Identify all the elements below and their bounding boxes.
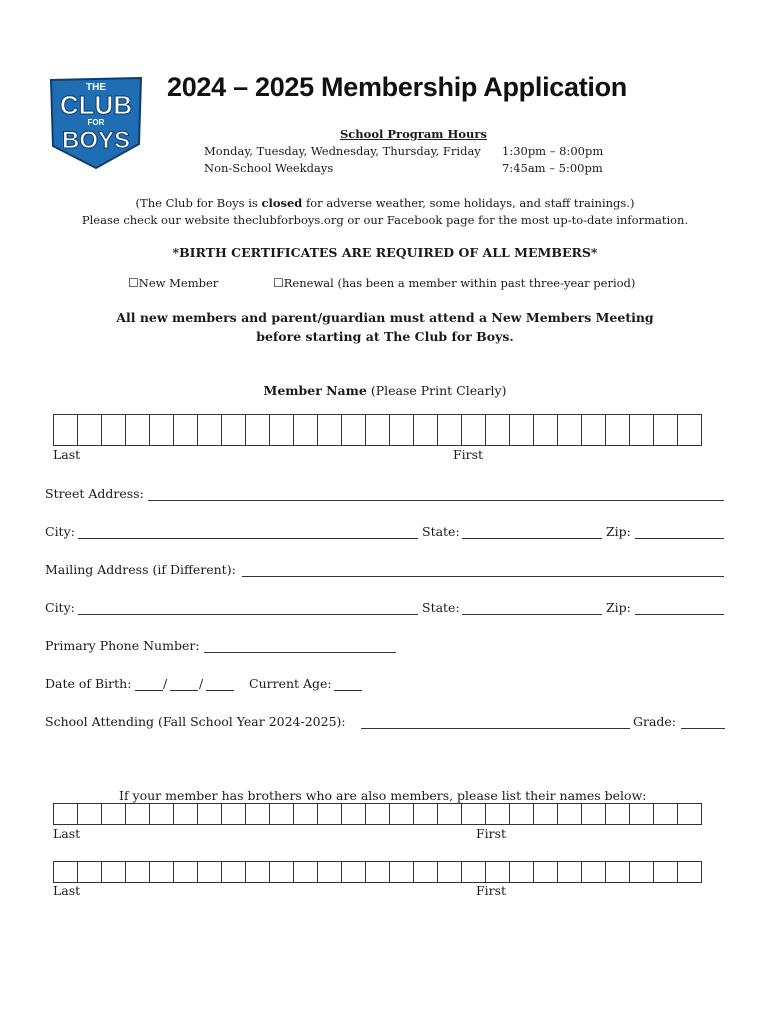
letter-box[interactable] — [510, 804, 534, 824]
letter-box[interactable] — [366, 804, 390, 824]
brother-2-first-label: First — [476, 883, 507, 898]
member-name-label — [0, 383, 770, 398]
letter-box[interactable] — [438, 415, 462, 445]
schedule-days-1: Monday, Tuesday, Wednesday, Thursday, Friday — [204, 144, 481, 158]
zip-label: Zip: — [606, 524, 631, 539]
letter-box[interactable] — [414, 804, 438, 824]
brothers-prompt: If your member has brothers who are also members, please list their names below: — [119, 788, 647, 803]
letter-box[interactable] — [150, 804, 174, 824]
city-input[interactable] — [78, 538, 418, 539]
letter-box[interactable] — [270, 415, 294, 445]
page-title: 2024 – 2025 Membership Application — [167, 72, 627, 102]
brother-2-last-label: Last — [53, 883, 81, 898]
new-member-checkbox[interactable]: ☐ — [128, 276, 139, 290]
letter-box[interactable] — [534, 862, 558, 882]
letter-box[interactable] — [294, 804, 318, 824]
letter-box[interactable] — [174, 804, 198, 824]
letter-box[interactable] — [318, 862, 342, 882]
city-label: City: — [45, 524, 75, 539]
letter-box[interactable] — [630, 415, 654, 445]
brother-1-last-label: Last — [53, 826, 81, 841]
brother-1-first-label: First — [476, 826, 507, 841]
letter-box[interactable] — [174, 862, 198, 882]
letter-box[interactable] — [270, 862, 294, 882]
letter-box[interactable] — [150, 862, 174, 882]
letter-box[interactable] — [486, 415, 510, 445]
mailing-address-label: Mailing Address (if Different): — [45, 562, 236, 577]
member-name-boxes[interactable] — [53, 414, 702, 446]
schedule-hours-2: 7:45am – 5:00pm — [502, 161, 603, 175]
website-notice: Please check our website theclubforboys.org or our Facebook page for the most up-to-date information. — [81, 213, 689, 227]
member-first-label: First — [453, 447, 484, 462]
letter-box[interactable] — [222, 862, 246, 882]
current-age-label: Current Age: — [249, 676, 332, 691]
letter-box[interactable] — [126, 415, 150, 445]
letter-box[interactable] — [198, 862, 222, 882]
member-name-label-bold: Member Name — [263, 383, 367, 398]
meeting-notice-line1: All new members and parent/guardian must attend a New Members Meeting — [116, 310, 654, 325]
letter-box[interactable] — [678, 804, 702, 824]
dob-year-input[interactable] — [206, 690, 234, 691]
phone-label: Primary Phone Number: — [45, 638, 200, 653]
phone-input[interactable] — [204, 652, 396, 653]
letter-box[interactable] — [318, 804, 342, 824]
letter-box[interactable] — [102, 804, 126, 824]
letter-box[interactable] — [54, 862, 78, 882]
letter-box[interactable] — [558, 862, 582, 882]
letter-box[interactable] — [414, 415, 438, 445]
logo-text-boys: BOYS — [61, 127, 131, 154]
current-age-input[interactable] — [334, 690, 362, 691]
letter-box[interactable] — [222, 804, 246, 824]
letter-box[interactable] — [582, 415, 606, 445]
new-member-option[interactable] — [128, 276, 218, 290]
dob-label: Date of Birth: — [45, 676, 132, 691]
dob-day-input[interactable] — [170, 690, 198, 691]
hours-heading — [340, 127, 487, 141]
letter-box[interactable] — [486, 804, 510, 824]
dob-separator-2: / — [199, 676, 204, 691]
renewal-option[interactable] — [273, 276, 635, 290]
grade-input[interactable] — [681, 728, 725, 729]
letter-box[interactable] — [102, 862, 126, 882]
letter-box[interactable] — [510, 862, 534, 882]
letter-box[interactable] — [438, 804, 462, 824]
mailing-zip-input[interactable] — [635, 614, 724, 615]
meeting-notice-line2: before starting at The Club for Boys. — [256, 329, 514, 344]
renewal-label: Renewal (has been a member within past three-year period) — [283, 276, 636, 290]
letter-box[interactable] — [654, 804, 678, 824]
letter-box[interactable] — [534, 804, 558, 824]
letter-box[interactable] — [366, 415, 390, 445]
letter-box[interactable] — [126, 804, 150, 824]
hours-heading-a: School Program — [340, 127, 444, 141]
letter-box[interactable] — [678, 862, 702, 882]
schedule-days-2: Non-School Weekdays — [204, 161, 334, 175]
letter-box[interactable] — [198, 804, 222, 824]
letter-box[interactable] — [222, 415, 246, 445]
letter-box[interactable] — [342, 862, 366, 882]
letter-box[interactable] — [678, 415, 702, 445]
street-address-label: Street Address: — [45, 486, 144, 501]
letter-box[interactable] — [294, 862, 318, 882]
letter-box[interactable] — [102, 415, 126, 445]
school-input[interactable] — [361, 728, 630, 729]
closure-notice-bold: closed — [261, 196, 303, 210]
letter-box[interactable] — [510, 415, 534, 445]
letter-box[interactable] — [342, 415, 366, 445]
letter-box[interactable] — [414, 862, 438, 882]
logo-text-the: THE — [86, 82, 106, 93]
letter-box[interactable] — [462, 804, 486, 824]
letter-box[interactable] — [366, 862, 390, 882]
letter-box[interactable] — [246, 804, 270, 824]
member-name-label-rest: (Please Print Clearly) — [366, 383, 507, 398]
letter-box[interactable] — [606, 415, 630, 445]
letter-box[interactable] — [606, 804, 630, 824]
new-member-label: New Member — [138, 276, 219, 290]
birth-certificate-notice: *BIRTH CERTIFICATES ARE REQUIRED OF ALL MEMBERS* — [172, 245, 598, 260]
school-label: School Attending (Fall School Year 2024-2025): — [45, 714, 346, 729]
letter-box[interactable] — [390, 804, 414, 824]
letter-box[interactable] — [606, 862, 630, 882]
letter-box[interactable] — [78, 862, 102, 882]
letter-box[interactable] — [246, 862, 270, 882]
closure-notice — [0, 196, 770, 210]
mailing-address-input[interactable] — [242, 576, 724, 577]
letter-box[interactable] — [294, 415, 318, 445]
letter-box[interactable] — [462, 415, 486, 445]
club-for-boys-logo — [47, 74, 145, 170]
letter-box[interactable] — [54, 415, 78, 445]
state-input[interactable] — [462, 538, 602, 539]
mailing-state-input[interactable] — [462, 614, 602, 615]
closure-notice-post: for adverse weather, some holidays, and staff trainings.) — [302, 196, 635, 210]
mailing-zip-label: Zip: — [606, 600, 631, 615]
schedule-hours-1: 1:30pm – 8:00pm — [502, 144, 604, 158]
letter-box[interactable] — [270, 804, 294, 824]
logo-text-club: CLUB — [59, 90, 133, 120]
letter-box[interactable] — [54, 804, 78, 824]
member-last-label: Last — [53, 447, 81, 462]
zip-input[interactable] — [635, 538, 724, 539]
state-label: State: — [422, 524, 460, 539]
letter-box[interactable] — [390, 415, 414, 445]
brother-1-name-boxes[interactable] — [53, 803, 702, 825]
letter-box[interactable] — [150, 415, 174, 445]
letter-box[interactable] — [78, 415, 102, 445]
letter-box[interactable] — [654, 415, 678, 445]
mailing-city-label: City: — [45, 600, 75, 615]
dob-month-input[interactable] — [135, 690, 163, 691]
dob-separator-1: / — [163, 676, 168, 691]
letter-box[interactable] — [390, 862, 414, 882]
letter-box[interactable] — [174, 415, 198, 445]
letter-box[interactable] — [534, 415, 558, 445]
grade-label: Grade: — [633, 714, 677, 729]
logo-text-for: FOR — [87, 118, 105, 127]
hours-heading-b: Hours — [447, 127, 487, 141]
letter-box[interactable] — [126, 862, 150, 882]
letter-box[interactable] — [486, 862, 510, 882]
letter-box[interactable] — [582, 804, 606, 824]
letter-box[interactable] — [438, 862, 462, 882]
letter-box[interactable] — [558, 415, 582, 445]
letter-box[interactable] — [198, 415, 222, 445]
letter-box[interactable] — [558, 804, 582, 824]
letter-box[interactable] — [582, 862, 606, 882]
mailing-state-label: State: — [422, 600, 460, 615]
letter-box[interactable] — [654, 862, 678, 882]
letter-box[interactable] — [342, 804, 366, 824]
letter-box[interactable] — [78, 804, 102, 824]
letter-box[interactable] — [246, 415, 270, 445]
closure-notice-pre: (The Club for Boys is — [135, 196, 262, 210]
mailing-city-input[interactable] — [78, 614, 418, 615]
brother-2-name-boxes[interactable] — [53, 861, 702, 883]
letter-box[interactable] — [318, 415, 342, 445]
letter-box[interactable] — [630, 862, 654, 882]
letter-box[interactable] — [462, 862, 486, 882]
street-address-input[interactable] — [148, 500, 724, 501]
renewal-checkbox[interactable]: ☐ — [273, 276, 284, 290]
letter-box[interactable] — [630, 804, 654, 824]
